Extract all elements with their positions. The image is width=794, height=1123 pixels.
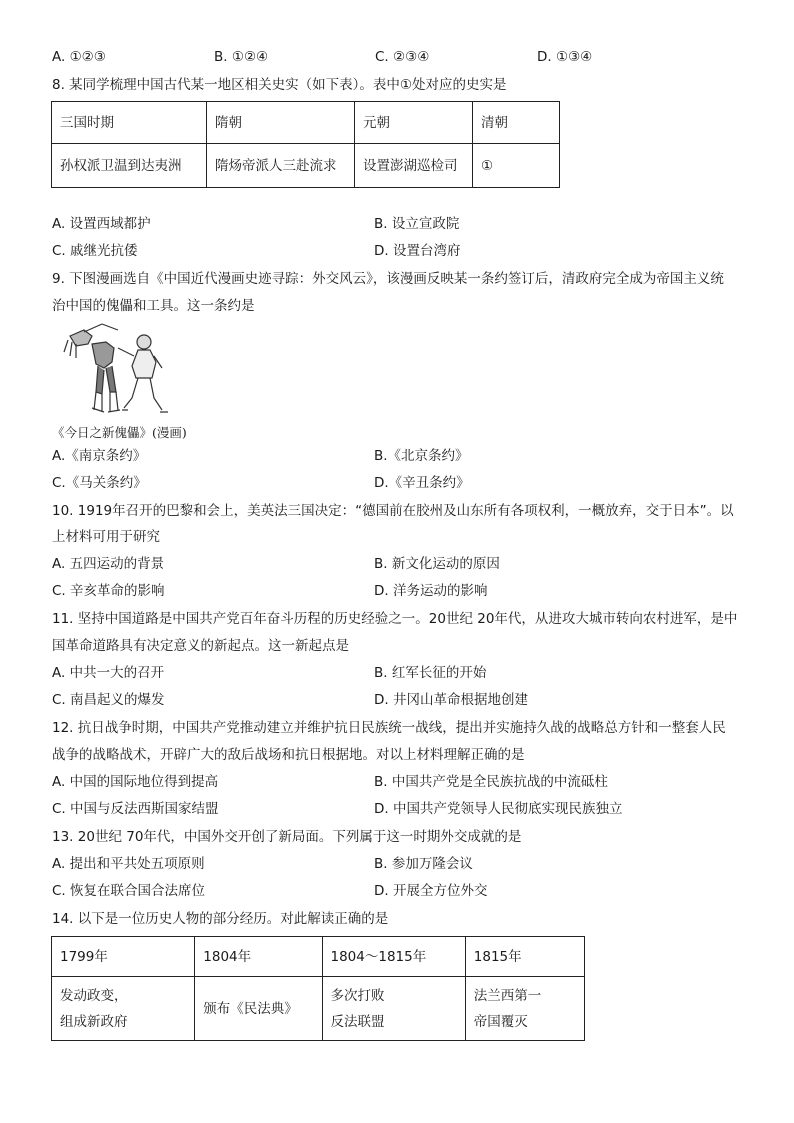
- q14-cell-1-line-1: 发动政变，: [60, 987, 128, 1004]
- q8-table-header-1: 三国时期: [52, 102, 207, 144]
- q9-cartoon-caption: 《今日之新傀儡》(漫画): [52, 425, 187, 440]
- q14-cell-2-line-1: 颁布《民法典》: [203, 1000, 298, 1017]
- q14-table-header-3: 1804～1815年: [322, 937, 465, 977]
- q13-option-a: A. 提出和平共处五项原则: [52, 856, 205, 872]
- q13-stem: 13. 20世纪 70年代，中国外交开创了新局面。下列属于这一时期外交成就的是: [52, 829, 522, 845]
- q8-table-header-3: 元朝: [355, 102, 473, 144]
- q13-option-b: B. 参加万隆会议: [374, 856, 473, 872]
- q7-option-c: C. ②③④: [375, 49, 430, 65]
- q14-cell-4-line-1: 法兰西第一: [473, 987, 542, 1004]
- q9-option-c: C.《马关条约》: [52, 475, 147, 491]
- q14-stem: 14. 以下是一位历史人物的部分经历。对此解读正确的是: [52, 911, 389, 927]
- q14-table-header-2: 1804年: [195, 937, 322, 977]
- q14-cell-3-line-2: 反法联盟: [330, 1013, 385, 1030]
- q9-option-b: B.《北京条约》: [374, 448, 469, 464]
- q11-stem-line-2: 国革命道路具有决定意义的新起点。这一新起点是: [52, 638, 349, 654]
- q8-table-cell-1: 孙权派卫温到达夷洲: [52, 144, 207, 188]
- q12-option-a: A. 中国的国际地位得到提高: [52, 774, 219, 790]
- q10-stem-line-1: 10. 1919年召开的巴黎和会上，美英法三国决定：“德国前在胶州及山东所有各项权利，一概放弃，交于日本”。以: [52, 503, 734, 519]
- q12-option-c: C. 中国与反法西斯国家结盟: [52, 801, 219, 817]
- q10-option-b: B. 新文化运动的原因: [374, 556, 500, 572]
- q10-stem-line-2: 上材料可用于研究: [52, 529, 160, 545]
- q10-option-d: D. 洋务运动的影响: [374, 583, 488, 599]
- q12-stem-line-1: 12. 抗日战争时期，中国共产党推动建立并维护抗日民族统一战线，提出并实施持久战的战略总方针和一整套人民: [52, 720, 726, 736]
- q9-stem-line-1: 9. 下图漫画选自《中国近代漫画史迹寻踪：外交风云》，该漫画反映某一条约签订后，清政府完全成为帝国主义统: [52, 271, 724, 287]
- q14-table-header-4: 1815年: [465, 937, 584, 977]
- q8-table: [51, 101, 560, 188]
- q8-table-cell-4: ①: [473, 144, 560, 188]
- q14-table-cell-2: [195, 977, 322, 1041]
- q12-option-d: D. 中国共产党领导人民彻底实现民族独立: [374, 801, 623, 817]
- q7-option-b: B. ①②④: [214, 49, 269, 65]
- q8-option-d: D. 设置台湾府: [374, 243, 461, 259]
- q9-option-d: D.《辛丑条约》: [374, 475, 470, 491]
- q9-option-a: A.《南京条约》: [52, 448, 147, 464]
- q11-option-c: C. 南昌起义的爆发: [52, 692, 165, 708]
- q11-option-d: D. 井冈山革命根据地创建: [374, 692, 528, 708]
- q8-stem: 8. 某同学梳理中国古代某一地区相关史实（如下表）。表中①处对应的史实是: [52, 77, 507, 93]
- q9-stem-line-2: 治中国的傀儡和工具。这一条约是: [52, 298, 255, 314]
- q14-cell-1-line-2: 组成新政府: [60, 1013, 128, 1030]
- q8-table-header-4: 清朝: [473, 102, 560, 144]
- q7-option-a: A. ①②③: [52, 49, 106, 65]
- puppet-cartoon-illustration: [62, 322, 174, 418]
- q8-option-a: A. 设置西域都护: [52, 216, 151, 232]
- q12-option-b: B. 中国共产党是全民族抗战的中流砥柱: [374, 774, 608, 790]
- q14-cell-3-line-1: 多次打败: [330, 987, 385, 1004]
- q12-stem-line-2: 战争的战略战术，开辟广大的敌后战场和抗日根据地。对以上材料理解正确的是: [52, 747, 525, 763]
- q8-option-c: C. 戚继光抗倭: [52, 243, 138, 259]
- q11-option-a: A. 中共一大的召开: [52, 665, 165, 681]
- q8-option-b: B. 设立宣政院: [374, 216, 460, 232]
- q14-table-cell-4: [465, 977, 584, 1041]
- q14-cell-4-line-2: 帝国覆灭: [473, 1013, 528, 1030]
- q14-table: [51, 936, 585, 1041]
- q14-table-cell-1: [52, 977, 195, 1041]
- q10-option-a: A. 五四运动的背景: [52, 556, 165, 572]
- q8-table-cell-3: 设置澎湖巡检司: [355, 144, 473, 188]
- q7-option-d: D. ①③④: [537, 49, 593, 65]
- q11-option-b: B. 红军长征的开始: [374, 665, 487, 681]
- q8-table-cell-2: 隋炀帝派人三赴流求: [207, 144, 355, 188]
- q10-option-c: C. 辛亥革命的影响: [52, 583, 165, 599]
- q13-option-c: C. 恢复在联合国合法席位: [52, 883, 206, 899]
- q14-table-cell-3: [322, 977, 465, 1041]
- q13-option-d: D. 开展全方位外交: [374, 883, 488, 899]
- q14-table-header-1: 1799年: [52, 937, 195, 977]
- q8-table-header-2: 隋朝: [207, 102, 355, 144]
- q11-stem-line-1: 11. 坚持中国道路是中国共产党百年奋斗历程的历史经验之一。20世纪 20年代，从进攻大城市转向农村进军，是中: [52, 611, 738, 627]
